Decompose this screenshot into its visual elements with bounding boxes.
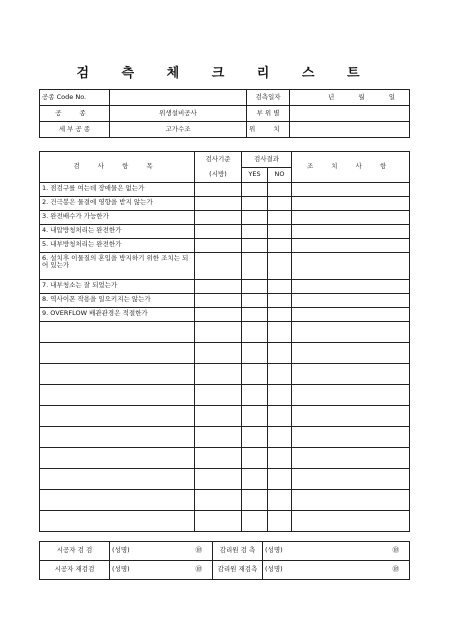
- yes-cell[interactable]: [242, 427, 268, 448]
- no-cell[interactable]: [268, 448, 292, 469]
- no-cell[interactable]: [268, 490, 292, 511]
- part-label: 부 위 별: [247, 106, 290, 122]
- table-row: [40, 343, 410, 364]
- no-cell[interactable]: [268, 197, 292, 211]
- no-cell[interactable]: [268, 294, 292, 308]
- action-cell[interactable]: [292, 225, 410, 239]
- item-cell: 2. 건극봉은 물결에 영향을 받지 않는가: [40, 197, 195, 211]
- standard-sub: (시방): [195, 168, 242, 183]
- yes-cell[interactable]: [242, 197, 268, 211]
- no-cell[interactable]: [268, 385, 292, 406]
- no-cell[interactable]: [268, 183, 292, 197]
- yes-cell[interactable]: [242, 343, 268, 364]
- standard-cell[interactable]: [195, 322, 242, 343]
- seal-icon: ㊞: [392, 546, 399, 555]
- work-value[interactable]: 위생설비공사: [110, 106, 247, 122]
- action-cell[interactable]: [292, 406, 410, 427]
- standard-cell[interactable]: [195, 225, 242, 239]
- page-title: 검 측 체 크 리 스 트: [76, 66, 374, 81]
- no-cell[interactable]: [268, 211, 292, 225]
- item-cell: [40, 490, 195, 511]
- item-cell: 8. 역사이폰 작용을 일으키지는 않는가: [40, 294, 195, 308]
- item-cell: [40, 385, 195, 406]
- table-row: [40, 211, 410, 225]
- sign-label: 시공자 재검검: [40, 561, 110, 580]
- table-row: [40, 294, 410, 308]
- standard-cell[interactable]: [195, 294, 242, 308]
- action-cell[interactable]: [292, 427, 410, 448]
- action-cell[interactable]: [292, 448, 410, 469]
- sign-label: 감리원 재검측: [213, 561, 263, 580]
- inspect-date-value[interactable]: [290, 90, 410, 106]
- table-row: [40, 511, 410, 532]
- work-label: 공 종: [40, 106, 110, 122]
- yes-cell[interactable]: [242, 211, 268, 225]
- action-cell[interactable]: [292, 280, 410, 294]
- standard-cell[interactable]: [195, 280, 242, 294]
- no-cell[interactable]: [268, 253, 292, 280]
- seal-icon: ㊞: [392, 565, 399, 574]
- table-row: [40, 364, 410, 385]
- item-cell: [40, 427, 195, 448]
- standard-cell[interactable]: [195, 427, 242, 448]
- item-cell: 6. 설치후 이물질의 혼입을 방지하기 위한 조치는 되어 있는가: [40, 253, 195, 280]
- inspect-date-label: 검측일자: [247, 90, 290, 106]
- sign-field[interactable]: (성명) ㊞: [263, 542, 410, 561]
- no-cell[interactable]: [268, 322, 292, 343]
- standard-cell[interactable]: [195, 253, 242, 280]
- seal-icon: ㊞: [195, 565, 202, 574]
- action-cell[interactable]: [292, 197, 410, 211]
- yes-cell[interactable]: [242, 490, 268, 511]
- action-cell[interactable]: [292, 239, 410, 253]
- yes-cell[interactable]: [242, 322, 268, 343]
- standard-header: 검사기준: [195, 152, 242, 168]
- no-cell[interactable]: [268, 239, 292, 253]
- action-cell[interactable]: [292, 253, 410, 280]
- yes-cell[interactable]: [242, 253, 268, 280]
- action-header: 조 치 사 항: [292, 152, 410, 183]
- date-year: 년: [328, 92, 335, 101]
- table-row: [40, 239, 410, 253]
- table-row: [40, 225, 410, 239]
- table-row: [40, 406, 410, 427]
- table-row: [40, 183, 410, 197]
- yes-cell[interactable]: [242, 511, 268, 532]
- action-cell[interactable]: [292, 183, 410, 197]
- table-row: [40, 308, 410, 322]
- standard-cell[interactable]: [195, 239, 242, 253]
- standard-cell[interactable]: [195, 364, 242, 385]
- code-label: 공종 Code No.: [40, 90, 110, 106]
- yes-cell[interactable]: [242, 469, 268, 490]
- standard-cell[interactable]: [195, 343, 242, 364]
- yes-cell[interactable]: [242, 280, 268, 294]
- yes-cell[interactable]: [242, 239, 268, 253]
- table-row: [40, 253, 410, 280]
- sign-field[interactable]: (성명) ㊞: [110, 542, 213, 561]
- part-value[interactable]: [290, 106, 410, 122]
- location-value[interactable]: [290, 122, 410, 138]
- action-cell[interactable]: [292, 343, 410, 364]
- table-row: [40, 427, 410, 448]
- location-label: 위 치: [247, 122, 290, 138]
- action-cell[interactable]: [292, 385, 410, 406]
- standard-cell[interactable]: [195, 511, 242, 532]
- sign-field[interactable]: (성명) ㊞: [110, 561, 213, 580]
- item-cell: [40, 343, 195, 364]
- seal-icon: ㊞: [195, 546, 202, 555]
- item-cell: 7. 내부청소는 잘 되었는가: [40, 280, 195, 294]
- signature-table: [39, 541, 410, 580]
- table-row: [40, 280, 410, 294]
- result-header: 검사결과: [242, 152, 292, 168]
- item-cell: [40, 364, 195, 385]
- standard-cell[interactable]: [195, 183, 242, 197]
- standard-cell[interactable]: [195, 448, 242, 469]
- standard-cell[interactable]: [195, 385, 242, 406]
- item-cell: [40, 511, 195, 532]
- yes-cell[interactable]: [242, 448, 268, 469]
- standard-cell[interactable]: [195, 406, 242, 427]
- standard-cell[interactable]: [195, 469, 242, 490]
- action-cell[interactable]: [292, 490, 410, 511]
- no-cell[interactable]: [268, 280, 292, 294]
- standard-cell[interactable]: [195, 308, 242, 322]
- table-row: [40, 322, 410, 343]
- no-cell[interactable]: [268, 308, 292, 322]
- date-month: 월: [358, 92, 365, 101]
- sign-label: 시공자 검 검: [40, 542, 110, 561]
- item-cell: 3. 완전배수가 가능한가: [40, 211, 195, 225]
- action-cell[interactable]: [292, 364, 410, 385]
- no-cell[interactable]: [268, 511, 292, 532]
- item-cell: [40, 322, 195, 343]
- no-cell[interactable]: [268, 469, 292, 490]
- yes-cell[interactable]: [242, 364, 268, 385]
- yes-cell[interactable]: [242, 308, 268, 322]
- no-cell[interactable]: [268, 364, 292, 385]
- code-value[interactable]: [110, 90, 247, 106]
- yes-cell[interactable]: [242, 406, 268, 427]
- info-table: [39, 89, 410, 138]
- detail-value[interactable]: 고가수조: [110, 122, 247, 138]
- no-cell[interactable]: [268, 406, 292, 427]
- yes-cell[interactable]: [242, 183, 268, 197]
- yes-cell[interactable]: [242, 225, 268, 239]
- action-cell[interactable]: [292, 308, 410, 322]
- action-cell[interactable]: [292, 469, 410, 490]
- action-cell[interactable]: [292, 211, 410, 225]
- table-row: [40, 385, 410, 406]
- date-day: 일: [388, 92, 395, 101]
- item-cell: 9. OVERFLOW 배관관경은 적절한가: [40, 308, 195, 322]
- item-cell: 5. 내부방청처리는 완전한가: [40, 239, 195, 253]
- action-cell[interactable]: [292, 511, 410, 532]
- table-row: [40, 469, 410, 490]
- table-row: [40, 490, 410, 511]
- item-cell: [40, 469, 195, 490]
- no-cell[interactable]: [268, 343, 292, 364]
- action-cell[interactable]: [292, 322, 410, 343]
- standard-cell[interactable]: [195, 211, 242, 225]
- table-row: [40, 448, 410, 469]
- no-header: NO: [268, 168, 292, 183]
- detail-label: 세 부 공 종: [40, 122, 110, 138]
- table-row: [40, 197, 410, 211]
- no-cell[interactable]: [268, 225, 292, 239]
- checklist-table: [39, 151, 410, 532]
- standard-cell[interactable]: [195, 490, 242, 511]
- item-header: 검 사 항 목: [40, 152, 195, 183]
- standard-cell[interactable]: [195, 197, 242, 211]
- yes-cell[interactable]: [242, 385, 268, 406]
- yes-cell[interactable]: [242, 294, 268, 308]
- item-cell: [40, 406, 195, 427]
- yes-header: YES: [242, 168, 268, 183]
- item-cell: 4. 내압방청처리는 완전한가: [40, 225, 195, 239]
- no-cell[interactable]: [268, 427, 292, 448]
- sign-label: 감리원 검 측: [213, 542, 263, 561]
- action-cell[interactable]: [292, 294, 410, 308]
- item-cell: 1. 점검구를 여는데 장애물은 없는가: [40, 183, 195, 197]
- item-cell: [40, 448, 195, 469]
- sign-field[interactable]: (성명) ㊞: [263, 561, 410, 580]
